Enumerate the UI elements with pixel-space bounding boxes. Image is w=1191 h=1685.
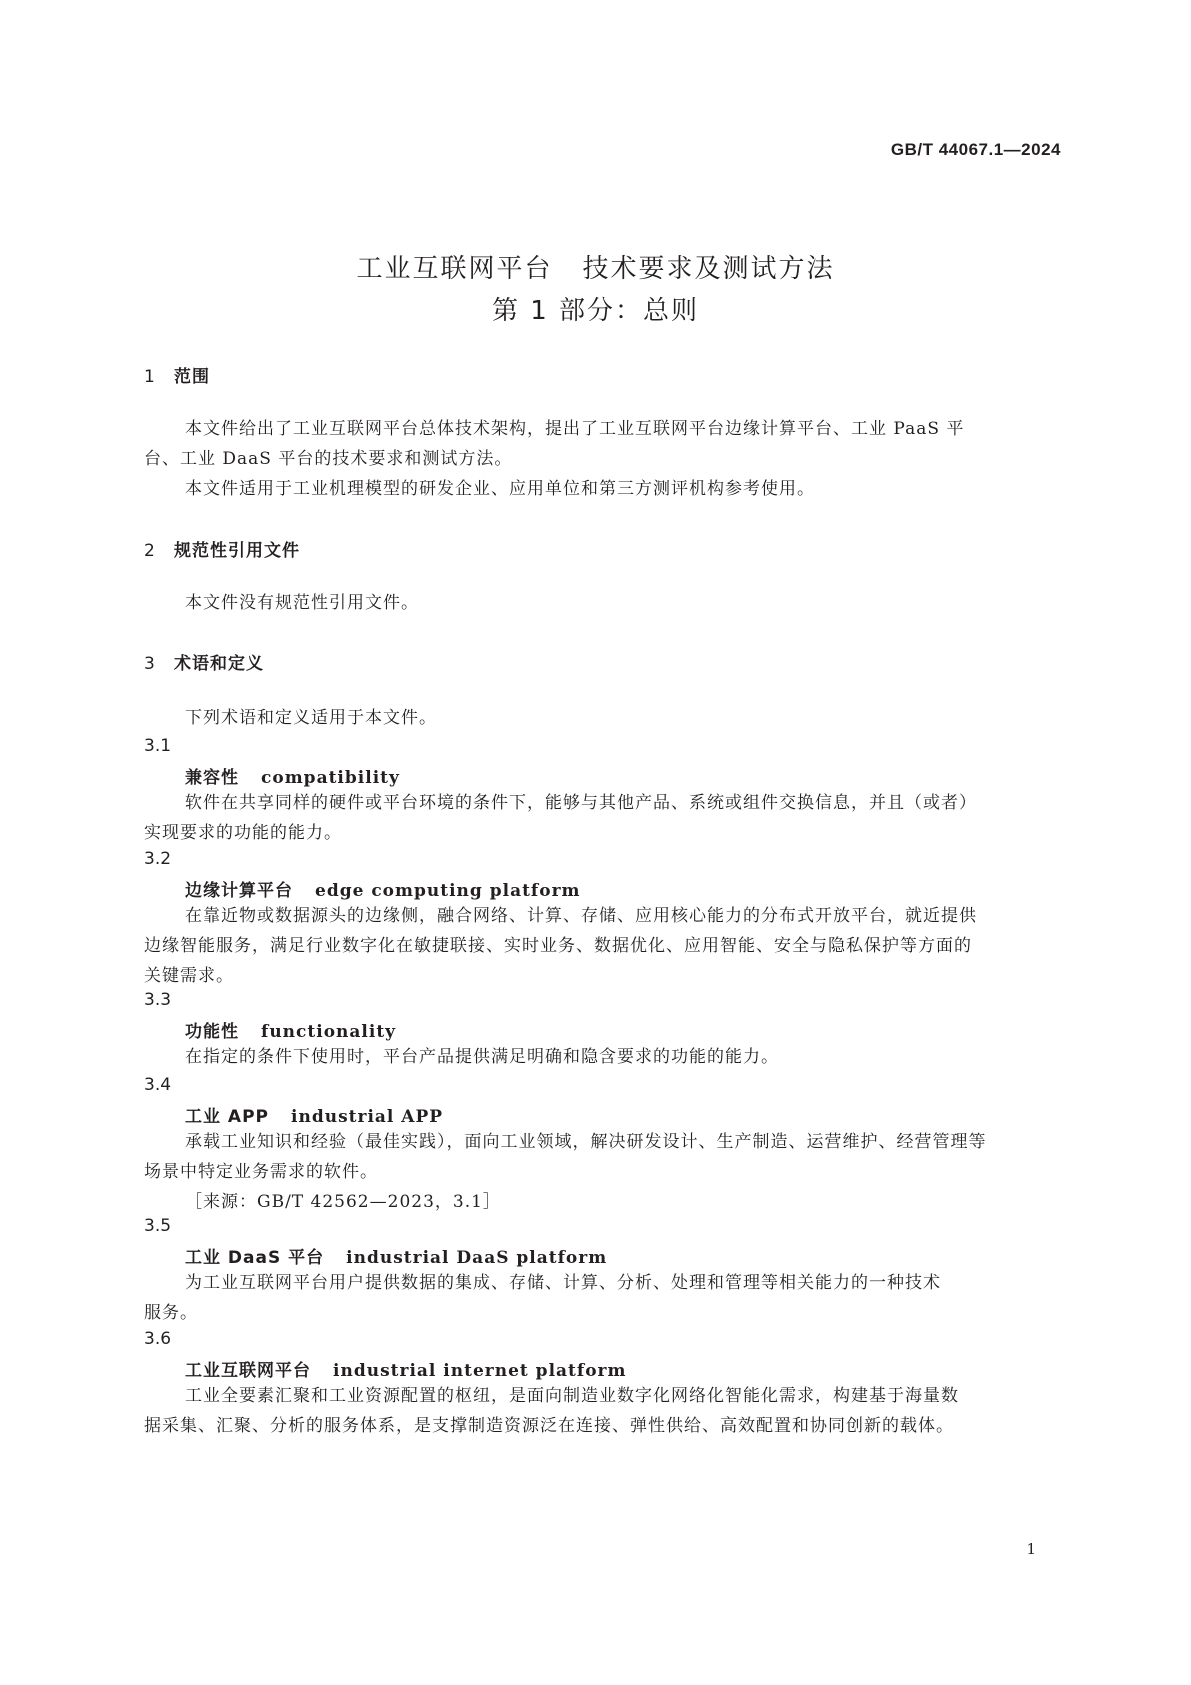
source-note: ［来源：GB/T 42562—2023，3.1］ xyxy=(185,1192,501,1212)
term-heading xyxy=(185,1017,396,1042)
term-zh: 边缘计算平台 xyxy=(185,881,293,901)
normative-paragraph xyxy=(185,588,1065,618)
term-en: industrial DaaS platform xyxy=(346,1248,608,1268)
section-number: 2 xyxy=(144,541,156,561)
term-en: edge computing platform xyxy=(315,881,581,901)
text-line: 台、工业 DaaS 平台的技术要求和测试方法。 xyxy=(144,449,513,469)
scope-paragraph-2 xyxy=(185,474,1065,504)
text-line: 承载工业知识和经验（最佳实践），面向工业领域，解决研发设计、生产制造、运营维护、经营管理等 xyxy=(185,1132,987,1152)
section-heading-normative xyxy=(144,536,300,561)
term-heading xyxy=(185,876,581,901)
term-zh: 工业 DaaS 平台 xyxy=(185,1248,325,1268)
term-en: compatibility xyxy=(261,768,400,788)
document-subtitle: 第 1 部分：总则 xyxy=(491,296,700,326)
text-line: 在指定的条件下使用时，平台产品提供满足明确和隐含要求的功能的能力。 xyxy=(185,1047,779,1067)
section-heading-scope xyxy=(144,362,210,387)
section-number: 1 xyxy=(144,367,156,387)
text-line: 软件在共享同样的硬件或平台环境的条件下，能够与其他产品、系统或组件交换信息，并且（或者） xyxy=(185,793,977,813)
text-line: 场景中特定业务需求的软件。 xyxy=(144,1162,378,1182)
section-number: 3 xyxy=(144,654,156,674)
term-definition xyxy=(185,1042,1065,1072)
text-line: 本文件给出了工业互联网平台总体技术架构，提出了工业互联网平台边缘计算平台、工业 PaaS 平 xyxy=(185,419,965,439)
text-line: 工业全要素汇聚和工业资源配置的枢纽，是面向制造业数字化网络化智能化需求，构建基于海量数 xyxy=(185,1386,959,1406)
text-line: 为工业互联网平台用户提供数据的集成、存储、计算、分析、处理和管理等相关能力的一种技术 xyxy=(185,1273,941,1293)
text-line: 在靠近物或数据源头的边缘侧，融合网络、计算、存储、应用核心能力的分布式开放平台，就近提供 xyxy=(185,906,977,926)
term-number: 3.5 xyxy=(144,1216,172,1236)
text-line: 据采集、汇聚、分析的服务体系，是支撑制造资源泛在连接、弹性供给、高效配置和协同创新的载体。 xyxy=(144,1416,954,1436)
document-number: GB/T 44067.1—2024 xyxy=(890,140,1061,159)
term-zh: 工业 APP xyxy=(185,1107,269,1127)
text-line: 关键需求。 xyxy=(144,966,234,986)
section-title: 规范性引用文件 xyxy=(174,541,300,561)
term-number: 3.2 xyxy=(144,849,172,869)
term-en: industrial internet platform xyxy=(333,1361,627,1381)
title-part2: 技术要求及测试方法 xyxy=(582,254,835,284)
text-line: 边缘智能服务，满足行业数字化在敏捷联接、实时业务、数据优化、应用智能、安全与隐私保护等方面的 xyxy=(144,936,972,956)
term-definition xyxy=(144,901,1065,991)
term-definition xyxy=(144,1127,1065,1217)
text-line: 本文件没有规范性引用文件。 xyxy=(185,593,419,613)
term-heading xyxy=(185,1356,627,1381)
section-title: 范围 xyxy=(174,367,210,387)
term-definition xyxy=(144,788,1065,848)
section-heading-terms xyxy=(144,649,264,674)
title-part1: 工业互联网平台 xyxy=(356,254,553,284)
text-line: 服务。 xyxy=(144,1303,198,1323)
term-definition xyxy=(144,1268,1065,1328)
page-number: 1 xyxy=(1026,1540,1036,1558)
text-line: 实现要求的功能的能力。 xyxy=(144,823,342,843)
term-zh: 功能性 xyxy=(185,1022,239,1042)
text-line: 下列术语和定义适用于本文件。 xyxy=(185,708,437,728)
term-definition xyxy=(144,1381,1065,1441)
term-en: functionality xyxy=(261,1022,397,1042)
document-title xyxy=(0,248,1191,285)
term-number: 3.3 xyxy=(144,990,172,1010)
section-title: 术语和定义 xyxy=(174,654,264,674)
term-heading xyxy=(185,1102,443,1127)
term-heading xyxy=(185,763,400,788)
text-line: 本文件适用于工业机理模型的研发企业、应用单位和第三方测评机构参考使用。 xyxy=(185,479,815,499)
term-zh: 工业互联网平台 xyxy=(185,1361,311,1381)
term-heading xyxy=(185,1243,607,1268)
terms-intro xyxy=(185,703,1065,733)
term-en: industrial APP xyxy=(291,1107,444,1127)
term-number: 3.6 xyxy=(144,1329,172,1349)
scope-paragraph-1 xyxy=(144,414,1065,474)
term-zh: 兼容性 xyxy=(185,768,239,788)
term-number: 3.4 xyxy=(144,1075,172,1095)
term-number: 3.1 xyxy=(144,736,172,756)
